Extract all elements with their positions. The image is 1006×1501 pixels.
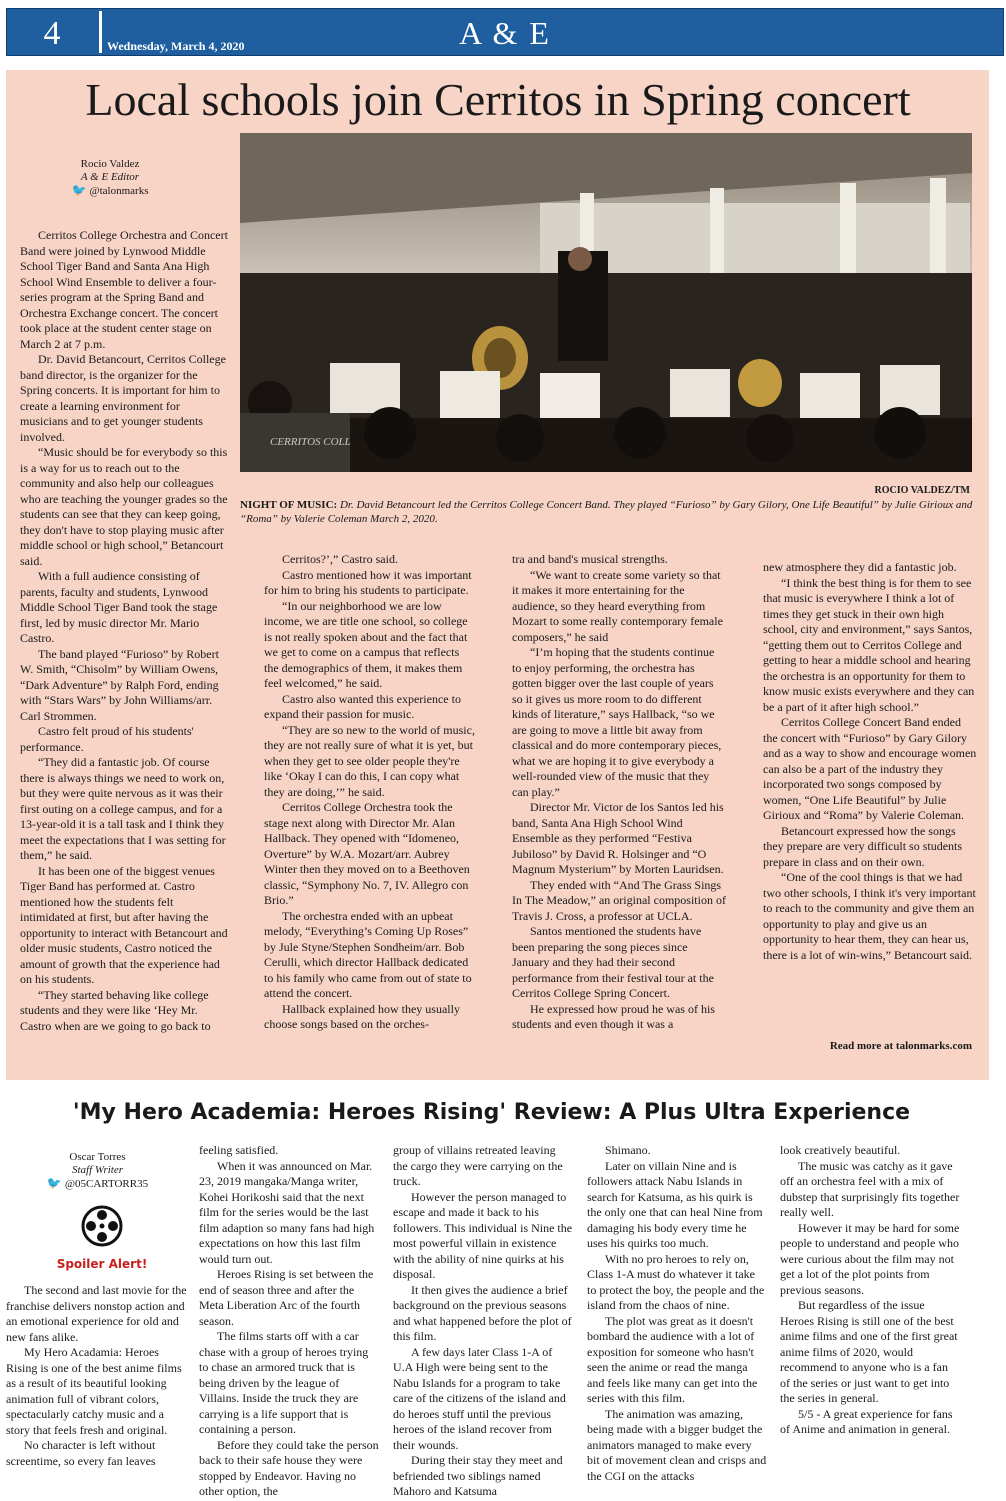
paragraph: “We want to create some variety so that it makes it more entertaining for the audience, so they heard everything from Mozart to some really contemporary female composers,” he said <box>512 567 723 644</box>
caption-lead: NIGHT OF MUSIC: <box>240 499 338 511</box>
paragraph: The band played “Furioso” by Robert W. Smith, “Chisolm” by William Owens, “Dark Adventure” by Ralph Ford, ending with “Stars Wars” by John Williams/arr. Carl Strommen. <box>20 646 219 723</box>
story-review-column-3 <box>393 1143 573 1500</box>
paragraph: With a full audience consisting of parents, faculty and students, Lynwood Middle School Tiger Band took the stage first, led by music director Mr. Mario Castro. <box>20 569 218 645</box>
paragraph: Dr. David Betancourt, Cerritos College band director, is the organizer for the Spring concerts. It is important for him to create a learning environment for musicians and to get younger students involved. <box>20 352 226 444</box>
paragraph: Later on villain Nine and is followers attack Nabu Islands in search for Katsuma, as his quirk is the only one that can heal Nine from damaging his body every time he uses his quirks too much. <box>587 1158 763 1250</box>
paragraph: He expressed how proud he was of his students and even though it was a <box>512 1001 715 1031</box>
paragraph: The orchestra ended with an upbeat melody, “Everything’s Coming Up Roses” by Jule Styne/Stephen Sondheim/arr. Bob Cerulli, which director Hallback dedicated to his family who came from out of state to attend the concert. <box>264 908 472 1000</box>
concert-photo-illustration <box>240 133 972 472</box>
paragraph: “In our neighborhood we are low income, we are title one school, so college is not really spoken about and the fact that we get to come on a campus that reflects the demographics of them, it makes them feel welcomed,” he said. <box>264 598 468 690</box>
author-name: Rocio Valdez <box>80 158 140 170</box>
paragraph: tra and band's musical strengths. <box>512 552 668 566</box>
paragraph: Director Mr. Victor de los Santos led his band, Santa Ana High School Wind Ensemble as they performed “Festiva Jubiloso” by David R. Holsinger and “O Magnum Mysterium” by Morten Lauridsen. <box>512 800 724 876</box>
paragraph: Santos mentioned the students have been preparing the song pieces since January and they had their second performance from their festival tour at the Cerritos College Spring Concert. <box>512 924 714 1000</box>
author-handle[interactable]: @05CARTORR35 <box>64 1178 149 1190</box>
concert-photo <box>240 133 972 472</box>
paragraph: With no pro heroes to rely on, Class 1-A must do whatever it take to protect the boy, the people and the island from the chaos of nine. <box>587 1251 765 1312</box>
film-reel-icon <box>80 1204 124 1248</box>
paragraph: “One of the cool things is that we had two other schools, I think it's very important to reach to the community and give them an opportunity to play and give us an opportunity to hear them, they can hear us, there is a lot of win-wins,” Betancourt said. <box>763 870 976 962</box>
story-review-byline <box>30 1151 165 1191</box>
paragraph: Hallback explained how they usually choose songs based on the orches- <box>264 1001 460 1031</box>
paragraph: When it was announced on Mar. 23, 2019 mangaka/Manga writer, Kohei Horikoshi said that the next film for the series would be the last film adaption so many fans had high expectations on how this last film would turn out. <box>199 1158 375 1266</box>
paragraph: A few days later Class 1-A of U.A High were being sent to the Nabu Islands for a program to take care of the citizens of the island and do heroes stuff until the previous heroes of the island recover from their wounds. <box>393 1344 566 1452</box>
paragraph: Betancourt expressed how the songs they prepare are very difficult so students prepare in class and on their own. <box>763 823 963 869</box>
paragraph: But regardless of the issue Heroes Rising is still one of the best anime films and one of the first great anime films of 2020, would recommend to anyone who is a fan of the series or just want to get into the series in general. <box>780 1298 958 1405</box>
photo-podium-text: CERRITOS COLL <box>270 436 351 448</box>
paragraph: They ended with “And The Grass Sings In The Meadow,” an original composition of Travis J. Cross, a professor at UCLA. <box>512 877 726 923</box>
twitter-bird-icon: 🐦 <box>71 183 87 197</box>
paragraph: The animation was amazing, being made with a bigger budget the animators managed to make every bit of movement clean and crisps and the CGI on the attacks <box>587 1406 767 1483</box>
story-review-column-5 <box>780 1143 960 1438</box>
paragraph: Castro also wanted this experience to expand their passion for music. <box>264 691 461 721</box>
page-number: 4 <box>43 15 61 52</box>
author-handle[interactable]: @talonmarks <box>89 185 149 197</box>
story-review-column-4 <box>587 1143 767 1484</box>
paragraph: The plot was great as it doesn't bombard the audience with a lot of exposition for someone who hasn't seen the anime or read the manga and feels like many can get into the series with this film. <box>587 1313 758 1405</box>
photo-credit: ROCIO VALDEZ/TM <box>874 485 970 496</box>
author-role: Staff Writer <box>71 1164 124 1176</box>
story-review-column-2 <box>199 1143 379 1500</box>
story-review-headline: 'My Hero Academia: Heroes Rising' Review: A Plus Ultra Experience <box>72 1100 911 1125</box>
paragraph: “They started behaving like college students and they were like ‘Hey Mr. Castro when are we going to go back to <box>20 987 211 1033</box>
paragraph: Cerritos College Orchestra took the stage next along with Director Mr. Alan Hallback. They opened with “Idomeneo, Overture” by W.A. Mozart/arr. Aubrey Winter then they moved on to a Beethoven classic, “Symphony No. 7, IV. Allegro con Brio.” <box>264 800 470 907</box>
spoiler-alert <box>6 1204 198 1271</box>
paragraph: Heroes Rising is set between the end of season three and after the Meta Liberation Arc of the fourth season. <box>199 1267 374 1328</box>
paragraph: “Music should be for everybody so this is a way for us to reach out to the community and also help our colleagues who are teaching the younger grades so the students can see that they can keep going, they don't have to stop playing music after middle school or high school,” Betancourt said. <box>20 445 228 568</box>
story-concert-headline: Local schools join Cerritos in Spring concert <box>85 74 911 125</box>
story-concert-byline <box>40 158 180 198</box>
paragraph: The second and last movie for the franchise delivers nonstop action and an emotional experience for old and new fans alike. <box>6 1283 187 1344</box>
paragraph: feeling satisfied. <box>199 1143 279 1157</box>
paragraph: 5/5 - A great experience for fans of Anime and animation in general. <box>780 1406 953 1436</box>
spoiler-alert-label: Spoiler Alert! <box>56 1257 148 1271</box>
paragraph: Shimano. <box>605 1143 651 1157</box>
author-role: A & E Editor <box>80 171 140 183</box>
paragraph: look creatively beautiful. <box>780 1143 901 1157</box>
paragraph: “I’m hoping that the students continue to enjoy performing, the orchestra has gotten bigger over the last couple of years so it gives us more room to do different kinds of literature,” says Hallback, “so we are going to move a little bit away from classical and do more contemporary pieces, what we are hoping it to give everybody a well-rounded view of the music that they can play.” <box>512 645 722 799</box>
paragraph: However the person managed to escape and made it back to his followers. This individual is Nine the most powerful villain in existence with the ability of nine quirks at his disposal. <box>393 1189 573 1281</box>
story-concert-column-4 <box>763 560 977 963</box>
read-more-link[interactable]: Read more at talonmarks.com <box>829 1040 972 1052</box>
paragraph: It has been one of the biggest venues Tiger Band has performed at. Castro mentioned how the students felt intimidated at first, but after having the opportunity to interact with Betancourt and older music students, Castro noticed the amount of growth that the experience had on his students. <box>20 863 228 986</box>
paragraph: new atmosphere they did a fantastic job. <box>763 560 957 574</box>
paragraph: It then gives the audience a brief background on the previous seasons and what happened before the plot of this film. <box>393 1282 572 1343</box>
paragraph: “They are so new to the world of music, they are not really sure of what it is yet, but when they get to see older people they're like ‘Okay I can do this, I can copy what they are doing,’” he said. <box>264 722 475 799</box>
paragraph: Cerritos?’,” Castro said. <box>282 552 398 566</box>
story-concert-column-1 <box>20 228 228 1034</box>
page-header <box>6 8 1004 56</box>
story-concert-column-3 <box>512 552 726 1033</box>
paragraph: The films starts off with a car chase with a group of heroes trying to chase an armored truck that is being driven by the league of Villains. Inside the truck they are carrying is a life support that is containing a person. <box>199 1329 369 1436</box>
paragraph: “They did a fantastic job. Of course there is always things we need to work on, but they were quite nervous as it was their first outing on a college campus, and for a 13-year-old it is a tall task and I think they meet the expectations that I was setting for them,” he said. <box>20 755 226 862</box>
paragraph: Cerritos College Concert Band ended the concert with “Furioso” by Gary Gilory and as a way to show and encourage women can also be a part of the industry they incorporated two songs composed by women, “One Life Beautiful” by Julie Girioux and “Roma” by Valerie Coleman. <box>763 715 977 822</box>
story-review-column-1 <box>6 1283 190 1469</box>
paragraph: No character is left without screentime, so every fan leaves <box>6 1438 156 1468</box>
paragraph: The music was catchy as it gave off an orchestra feel with a mix of dubstep that surprisingly fits together really well. <box>780 1158 960 1219</box>
photo-caption <box>240 498 976 526</box>
paragraph: During their stay they meet and befriended two siblings named Mahoro and Katsuma <box>393 1453 563 1498</box>
paragraph: Before they could take the person back to their safe house they were stopped by Endeavor. Having no other option, the <box>199 1437 379 1498</box>
twitter-bird-icon: 🐦 <box>46 1176 62 1190</box>
author-name: Oscar Torres <box>69 1151 126 1163</box>
story-concert-column-2 <box>264 552 476 1033</box>
section-title: A & E <box>459 15 551 51</box>
paragraph: However it may be hard for some people to understand and people who were curious about the film may not get a lot of the plot points from previous seasons. <box>780 1220 960 1297</box>
paragraph: Castro felt proud of his students' performance. <box>20 724 194 754</box>
issue-date: Wednesday, March 4, 2020 <box>107 39 245 53</box>
paragraph: Cerritos College Orchestra and Concert Band were joined by Lynwood Middle School Tiger Band and Santa Ana High School Wind Ensemble to deliver a four-series program at the Spring Band and Orchestra Exchange concert. The concert took place at the student center stage on March 2 at 7 p.m. <box>20 228 228 351</box>
paragraph: Castro mentioned how it was important for him to bring his students to participate. <box>264 567 472 597</box>
paragraph: “I think the best thing is for them to see that music is everywhere I think a lot of times they get stuck in their own high school, city and environment,” says Santos, “getting them out to Cerritos College and getting to hear a middle school and hearing the orchestra is an opportunity for them to know music exists everywhere and they can be a part of it after high school.” <box>763 575 975 714</box>
caption-text: Dr. David Betancourt led the Cerritos College Concert Band. They played “Furioso” by Gary Gilory, One Life Beautiful” by Julie Girioux and “Roma” by Valerie Coleman March 2, 2020. <box>240 499 973 525</box>
paragraph: My Hero Acadamia: Heroes Rising is one of the best anime films as a result of its beautiful looking animation full of vibrant colors, spectacularly catchy music and a story that feels fresh and original. <box>6 1345 182 1437</box>
paragraph: group of villains retreated leaving the cargo they were carrying on the truck. <box>393 1143 563 1188</box>
